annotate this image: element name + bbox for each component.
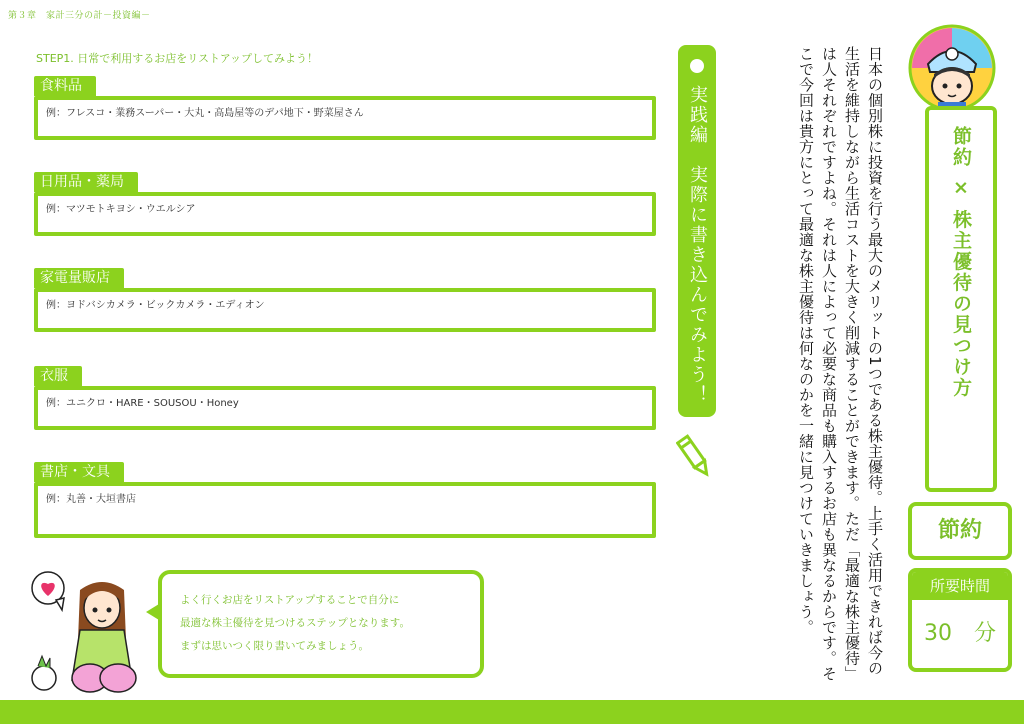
bubble-line-2: 最適な株主優待を見つけるステップとなります。: [180, 617, 410, 629]
category-example: 例：ユニクロ・HARE・SOUSOU・Honey: [46, 398, 239, 409]
category-example: 例：ヨドバシカメラ・ビックカメラ・エディオン: [46, 300, 265, 311]
category-input-box[interactable]: [34, 386, 656, 430]
circle-icon: [690, 59, 704, 73]
speech-bubble: [158, 570, 484, 678]
time-value: 30 分: [924, 621, 996, 646]
intro-text: 日本の個別株に投資を行う最大のメリットの1つである株主優待。上手く活用できれば今の生活を維持しながら生活コストを大きく削減することができます。ただ「最適な株主優待」は人それぞれですよね。それは人によって必要な商品も購入するお店も異なるからです。そこで今回は貴方にとって最適な株主優待は何なのかを一緒に見つけていきましょう。: [797, 46, 884, 682]
category-input-box[interactable]: [34, 288, 656, 332]
practice-banner-text: 実践編 実際に書き込んでみよう！: [687, 85, 708, 405]
category-label: 日用品・薬局: [34, 172, 138, 192]
character-avatar: [908, 24, 996, 112]
category-input-box[interactable]: [34, 192, 656, 236]
time-required-box: [908, 568, 1012, 672]
category-label: 書店・文具: [34, 462, 124, 482]
category-example: 例：マツモトキヨシ・ウエルシア: [46, 204, 196, 215]
bubble-line-1: よく行くお店をリストアップすることで自分に: [180, 594, 400, 606]
category-label: 家電量販店: [34, 268, 124, 288]
pencil-icon: [676, 432, 712, 480]
girl-illustration: [28, 560, 156, 700]
step-title: STEP1. 日常で利用するお店をリストアップしてみよう！: [36, 52, 318, 65]
category-input-box[interactable]: [34, 482, 656, 538]
bubble-line-3: まずは思いつく限り書いてみましょう。: [180, 640, 369, 652]
side-title: 節約 × 株主優待の見つけ方: [950, 126, 972, 399]
category-example: 例：丸善・大垣書店: [46, 494, 136, 505]
practice-banner: [678, 45, 716, 417]
category-label: 衣服: [34, 366, 82, 386]
category-example: 例：フレスコ・業務スーパー・大丸・高島屋等のデパ地下・野菜屋さん: [46, 108, 364, 119]
footer-band: [0, 700, 1024, 724]
category-tag: 節約: [908, 502, 1012, 560]
chapter-header: 第３章 家計三分の計－投資編－: [8, 11, 151, 21]
category-input-box[interactable]: [34, 96, 656, 140]
category-label: 食料品: [34, 76, 96, 96]
time-label: 所要時間: [912, 572, 1008, 600]
side-title-panel: [925, 106, 997, 492]
